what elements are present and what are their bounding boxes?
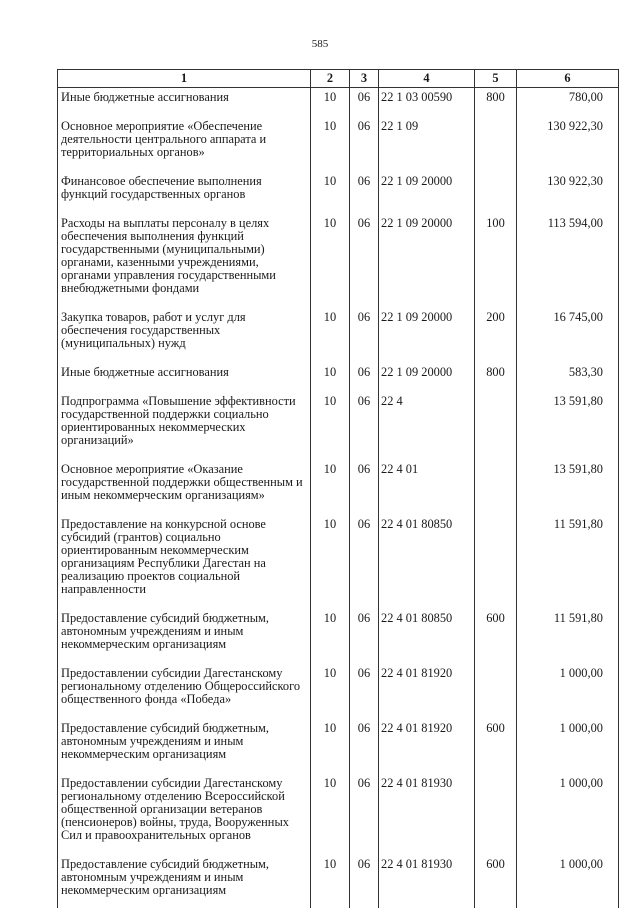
- row-name: Закупка товаров, работ и услуг для обеспечения государственных (муниципальных) нужд: [58, 308, 311, 363]
- row-name: Предоставление субсидий бюджетным, автономным учреждениям и иным некоммерческим организациям: [58, 609, 311, 664]
- row-subsection: 06: [350, 609, 379, 664]
- row-subsection: 06: [350, 855, 379, 908]
- row-section: 10: [311, 719, 350, 774]
- row-subsection: 06: [350, 363, 379, 392]
- row-section: 10: [311, 308, 350, 363]
- row-target-code: 22 1 09 20000: [379, 172, 475, 214]
- row-target-code: 22 4 01 81930: [379, 855, 475, 908]
- row-expense-type: [475, 392, 517, 460]
- row-target-code: 22 1 09 20000: [379, 308, 475, 363]
- row-section: 10: [311, 117, 350, 172]
- row-section: 10: [311, 664, 350, 719]
- row-subsection: 06: [350, 460, 379, 515]
- table-row: [58, 855, 619, 908]
- table-row: [58, 363, 619, 392]
- row-subsection: 06: [350, 515, 379, 609]
- row-target-code: 22 4 01 80850: [379, 609, 475, 664]
- row-expense-type: [475, 774, 517, 855]
- table-row: [58, 308, 619, 363]
- row-name: Предоставлении субсидии Дагестанскому региональному отделению Всероссийской общественной организации ветеранов (пенсионеров) войны, труда, Вооруженных Сил и правоохранительных органов: [58, 774, 311, 855]
- row-amount: 130 922,30: [517, 117, 619, 172]
- row-expense-type: [475, 460, 517, 515]
- row-amount: 1 000,00: [517, 664, 619, 719]
- row-target-code: 22 4 01 81930: [379, 774, 475, 855]
- column-header: 2: [311, 70, 350, 88]
- row-expense-type: 600: [475, 719, 517, 774]
- row-section: 10: [311, 88, 350, 118]
- column-header: 3: [350, 70, 379, 88]
- row-expense-type: 100: [475, 214, 517, 308]
- row-amount: 13 591,80: [517, 460, 619, 515]
- page-number: 585: [311, 38, 329, 50]
- row-amount: 11 591,80: [517, 609, 619, 664]
- row-amount: 1 000,00: [517, 774, 619, 855]
- row-amount: 113 594,00: [517, 214, 619, 308]
- row-subsection: 06: [350, 774, 379, 855]
- row-expense-type: [475, 664, 517, 719]
- column-header: 6: [517, 70, 619, 88]
- row-subsection: 06: [350, 392, 379, 460]
- row-expense-type: 600: [475, 855, 517, 908]
- row-subsection: 06: [350, 214, 379, 308]
- row-target-code: 22 4 01 81920: [379, 664, 475, 719]
- row-subsection: 06: [350, 117, 379, 172]
- row-target-code: 22 4: [379, 392, 475, 460]
- row-name: Основное мероприятие «Обеспечение деятельности центрального аппарата и территориальных органов»: [58, 117, 311, 172]
- row-name: Иные бюджетные ассигнования: [58, 363, 311, 392]
- table-row: [58, 609, 619, 664]
- row-section: 10: [311, 363, 350, 392]
- row-section: 10: [311, 214, 350, 308]
- row-expense-type: [475, 172, 517, 214]
- column-header: 1: [58, 70, 311, 88]
- row-expense-type: [475, 515, 517, 609]
- row-expense-type: [475, 117, 517, 172]
- row-target-code: 22 1 09 20000: [379, 363, 475, 392]
- table-row: [58, 515, 619, 609]
- table-row: [58, 719, 619, 774]
- row-expense-type: 600: [475, 609, 517, 664]
- row-amount: 780,00: [517, 88, 619, 118]
- column-header: 5: [475, 70, 517, 88]
- table-row: [58, 88, 619, 118]
- row-expense-type: 800: [475, 88, 517, 118]
- row-name: Предоставление на конкурсной основе субсидий (грантов) социально ориентированным некоммерческим организациям Республики Дагестан на реализацию проектов социальной направленности: [58, 515, 311, 609]
- row-section: 10: [311, 392, 350, 460]
- row-name: Предоставление субсидий бюджетным, автономным учреждениям и иным некоммерческим организациям: [58, 855, 311, 908]
- row-subsection: 06: [350, 664, 379, 719]
- row-name: Расходы на выплаты персоналу в целях обеспечения выполнения функций государственными (муниципальными) органами, казенными учреждениями, органами управления государственными внебюджетными фондами: [58, 214, 311, 308]
- table-row: [58, 664, 619, 719]
- row-section: 10: [311, 609, 350, 664]
- budget-table: [57, 69, 619, 908]
- row-amount: 11 591,80: [517, 515, 619, 609]
- table-row: [58, 172, 619, 214]
- row-target-code: 22 1 03 00590: [379, 88, 475, 118]
- row-amount: 16 745,00: [517, 308, 619, 363]
- row-expense-type: 200: [475, 308, 517, 363]
- column-header: 4: [379, 70, 475, 88]
- table-row: [58, 774, 619, 855]
- table-header-row: [58, 70, 619, 88]
- row-name: Предоставление субсидий бюджетным, автономным учреждениям и иным некоммерческим организациям: [58, 719, 311, 774]
- row-target-code: 22 4 01 81920: [379, 719, 475, 774]
- row-subsection: 06: [350, 308, 379, 363]
- row-amount: 1 000,00: [517, 719, 619, 774]
- row-section: 10: [311, 774, 350, 855]
- row-amount: 583,30: [517, 363, 619, 392]
- table-row: [58, 392, 619, 460]
- row-name: Иные бюджетные ассигнования: [58, 88, 311, 118]
- row-name: Финансовое обеспечение выполнения функций государственных органов: [58, 172, 311, 214]
- row-section: 10: [311, 460, 350, 515]
- row-subsection: 06: [350, 88, 379, 118]
- row-name: Подпрограмма «Повышение эффективности государственной поддержки социально ориентированных некоммерческих организаций»: [58, 392, 311, 460]
- row-subsection: 06: [350, 719, 379, 774]
- row-section: 10: [311, 855, 350, 908]
- row-amount: 1 000,00: [517, 855, 619, 908]
- row-target-code: 22 4 01: [379, 460, 475, 515]
- row-section: 10: [311, 515, 350, 609]
- table-row: [58, 460, 619, 515]
- table-row: [58, 117, 619, 172]
- row-name: Предоставлении субсидии Дагестанскому региональному отделению Общероссийского общественного фонда «Победа»: [58, 664, 311, 719]
- row-target-code: 22 4 01 80850: [379, 515, 475, 609]
- row-amount: 130 922,30: [517, 172, 619, 214]
- row-amount: 13 591,80: [517, 392, 619, 460]
- row-target-code: 22 1 09 20000: [379, 214, 475, 308]
- row-subsection: 06: [350, 172, 379, 214]
- table-row: [58, 214, 619, 308]
- row-name: Основное мероприятие «Оказание государственной поддержки общественным и иным некоммерческим организациям»: [58, 460, 311, 515]
- row-expense-type: 800: [475, 363, 517, 392]
- row-section: 10: [311, 172, 350, 214]
- row-target-code: 22 1 09: [379, 117, 475, 172]
